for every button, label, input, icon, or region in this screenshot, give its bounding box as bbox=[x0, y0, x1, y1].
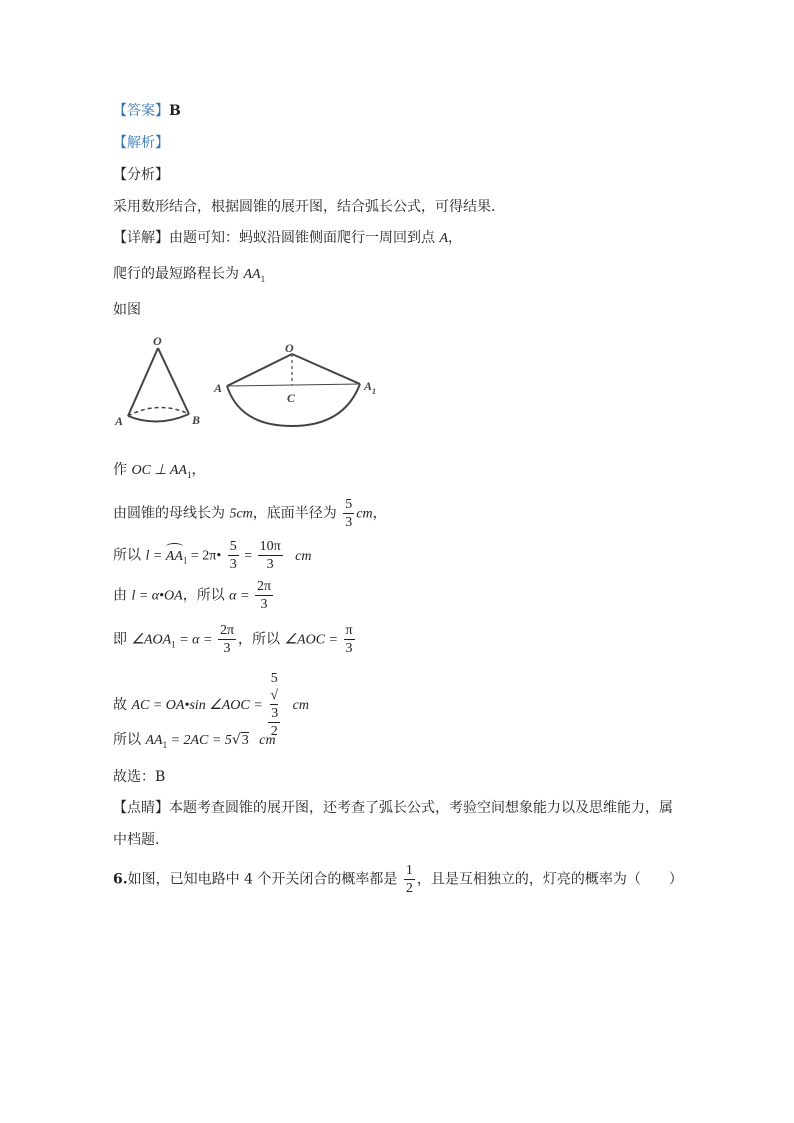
fenxi-tag: 【分析】 bbox=[113, 167, 169, 183]
analysis-tag: 【解析】 bbox=[113, 135, 169, 151]
shortest-sub: 1 bbox=[260, 273, 266, 284]
step2-len: 5cm bbox=[229, 506, 253, 522]
fenxi-text: 采用数形结合，根据圆锥的展开图，结合弧长公式，可得结果. bbox=[113, 199, 496, 215]
step3-unit: cm bbox=[295, 548, 312, 564]
step7-prefix: 所以 bbox=[113, 732, 141, 748]
sector-label-a: A bbox=[214, 381, 223, 395]
detail-line bbox=[113, 228, 462, 249]
sector-label-a1: A bbox=[364, 379, 373, 393]
step3-eq2: = bbox=[240, 548, 256, 564]
step7: 所以 $AA_1 = 2AC = 5√3$ cm bbox=[113, 732, 276, 750]
question-text: 如图，已知电路中 4 个开关闭合的概率都是 bbox=[127, 871, 398, 888]
step2-unit: cm bbox=[356, 506, 373, 522]
step5-mid: ，所以 bbox=[238, 631, 281, 648]
step4-prefix: 由 bbox=[113, 587, 127, 604]
detail-tag: 【详解】 bbox=[113, 230, 169, 246]
cone-label-b: B bbox=[192, 413, 201, 427]
step3-prefix: 所以 bbox=[113, 547, 141, 564]
step6-expr: AC = OA•sin ∠AOC = bbox=[131, 698, 267, 713]
step5-expr: ∠AOA bbox=[131, 632, 172, 648]
comment-tag: 【点睛】 bbox=[113, 800, 169, 816]
step3-frac1: $\frac{5}{3}$ bbox=[229, 539, 237, 572]
step5 bbox=[113, 622, 357, 657]
step4 bbox=[113, 578, 275, 613]
step6-unit: cm bbox=[292, 698, 309, 713]
cone-drawing bbox=[128, 348, 189, 422]
step1-expr: OC ⊥ AA bbox=[131, 463, 187, 478]
step7-rad: 3 bbox=[241, 733, 249, 748]
step2 bbox=[113, 496, 387, 531]
step1-sub: 1 bbox=[186, 469, 192, 480]
step7-expr: AA bbox=[145, 733, 163, 748]
comment-text: 本题考查圆锥的展开图，还考查了弧长公式，考验空间想象能力以及思维能力，属 bbox=[169, 800, 673, 816]
step3-arc: AA bbox=[166, 547, 183, 567]
question-number: 6. bbox=[113, 871, 128, 888]
step5-expr2: ∠AOC = bbox=[284, 632, 342, 648]
answer-line bbox=[113, 101, 181, 121]
detail-text: 由题可知：蚂蚁沿圆锥侧面爬行一周回到点 bbox=[169, 230, 435, 246]
sector-drawing bbox=[227, 354, 360, 426]
cone-figure bbox=[110, 328, 376, 433]
step5-prefix: 即 bbox=[113, 631, 127, 648]
cone-label-a: A bbox=[115, 414, 124, 428]
detail-tail: ， bbox=[448, 230, 463, 246]
step6-frac: 5 √ 3 2 bbox=[268, 670, 280, 740]
next-question bbox=[113, 862, 683, 897]
step2-text1: 由圆锥的母线长为 bbox=[113, 505, 225, 522]
step5-sub: 1 bbox=[171, 639, 176, 650]
shortest-expr: AA bbox=[243, 267, 261, 282]
step4-expr: l = α•OA bbox=[131, 588, 183, 604]
choice: 故选：B bbox=[113, 769, 166, 785]
step7-sub: 1 bbox=[162, 739, 168, 750]
step5-frac1: $\frac{2\pi}{3}$ bbox=[219, 623, 235, 656]
sector-label-a1-sub: 1 bbox=[372, 387, 376, 396]
sector-label-o: O bbox=[285, 341, 294, 355]
ru-tu: 如图 bbox=[113, 302, 141, 318]
step1-tail: ， bbox=[191, 462, 206, 478]
step5-frac2: $\frac{\pi}{3}$ bbox=[345, 623, 353, 656]
shortest-text: 爬行的最短路程长为 bbox=[113, 266, 239, 282]
answer-value: B bbox=[169, 103, 181, 119]
step2-tail: ， bbox=[372, 505, 387, 522]
step4-mid: ，所以 bbox=[182, 587, 225, 604]
step2-text2: ，底面半径为 bbox=[252, 505, 337, 522]
comment-line2: 中档题. bbox=[113, 832, 160, 848]
cone-label-o: O bbox=[153, 334, 162, 348]
question-frac: $\frac{1}{2}$ bbox=[405, 863, 413, 896]
step3 bbox=[113, 538, 312, 573]
comment-line1 bbox=[113, 798, 673, 818]
sector-label-c: C bbox=[287, 391, 296, 405]
step4-expr2: α = bbox=[229, 588, 253, 604]
question-tail: ，且是互相独立的，灯亮的概率为（ ） bbox=[416, 871, 683, 888]
step1 bbox=[113, 460, 205, 485]
step2-frac: $\frac{5}{3}$ bbox=[345, 497, 353, 530]
step6-prefix: 故 bbox=[113, 697, 127, 713]
detail-point: A bbox=[439, 231, 449, 246]
shortest-line bbox=[113, 264, 265, 289]
step1-prefix: 作 bbox=[113, 462, 127, 478]
step7-unit: cm bbox=[259, 733, 276, 748]
step3-l: l = bbox=[145, 548, 166, 564]
answer-tag: 【答案】 bbox=[113, 103, 169, 119]
step4-frac: $\frac{2\pi}{3}$ bbox=[256, 579, 272, 612]
step5-eq: = α = bbox=[175, 632, 216, 648]
step7-eq: = 2AC = 5 bbox=[167, 733, 232, 748]
step3-frac2: $\frac{10\pi}{3}$ bbox=[259, 539, 281, 572]
step3-eq1: = 2π• bbox=[187, 548, 222, 564]
step3-sub: 1 bbox=[182, 555, 188, 566]
